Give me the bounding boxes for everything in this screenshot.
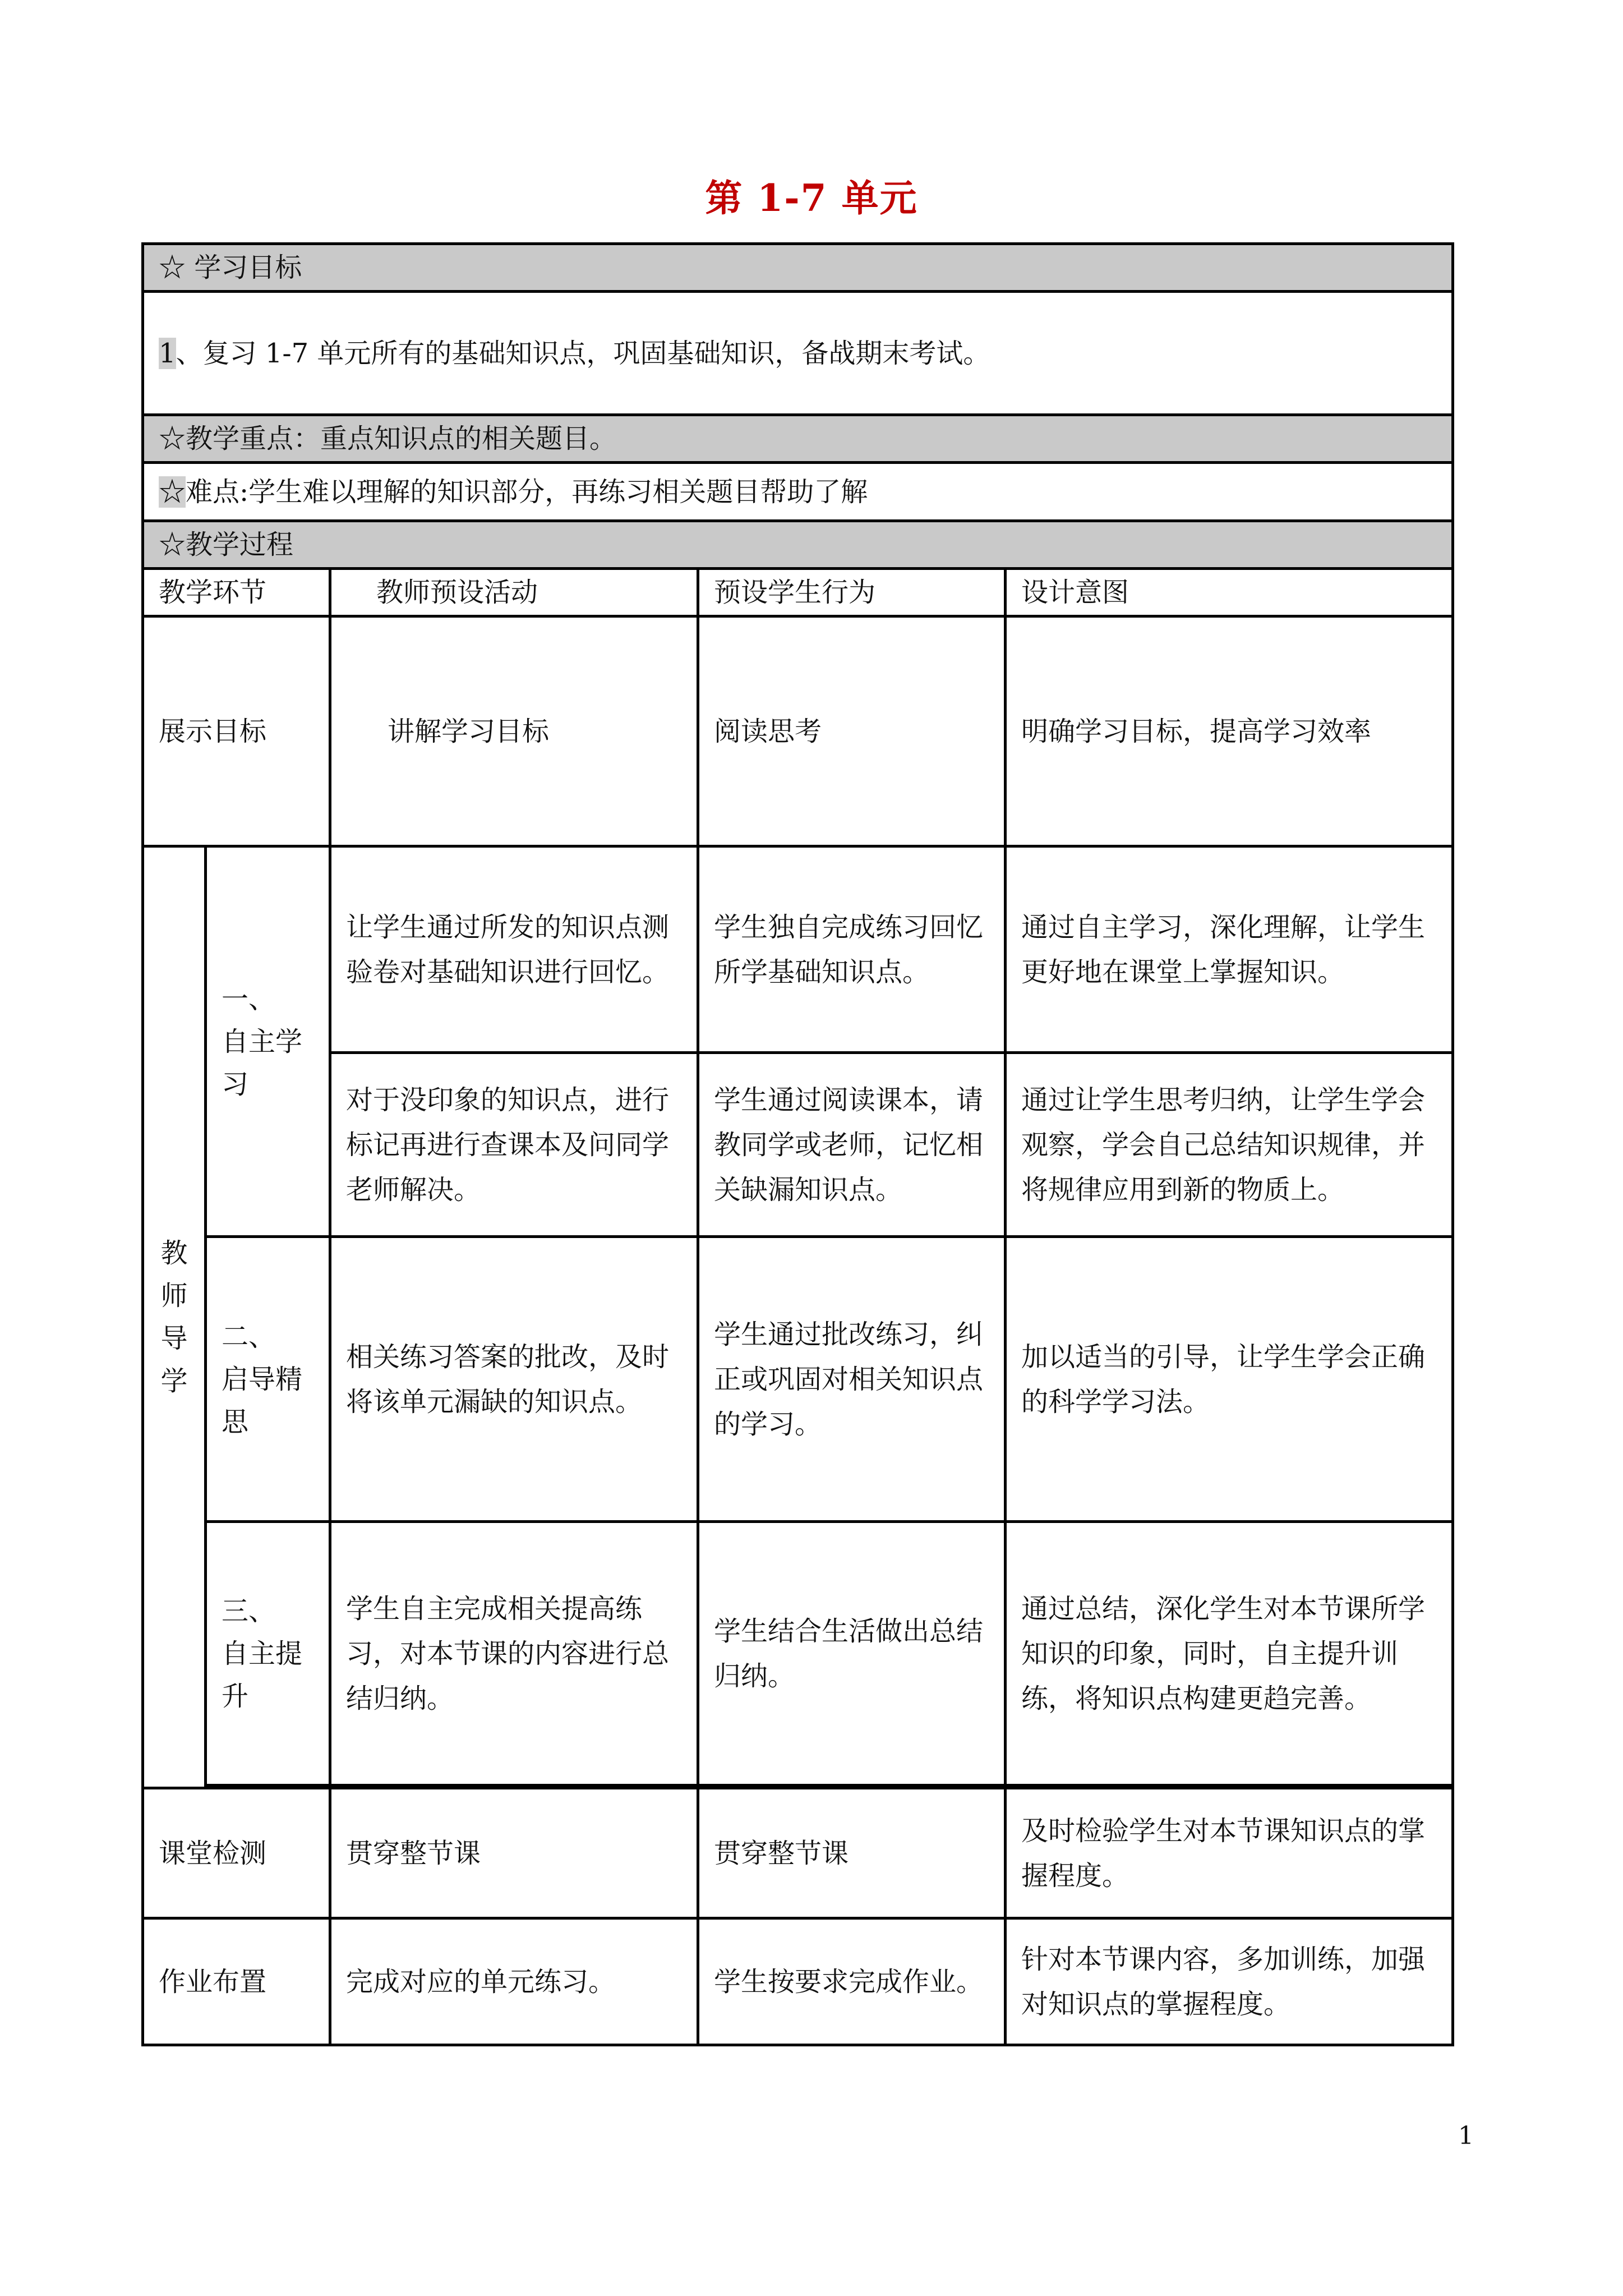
stage-cell: 课堂检测 (143, 1788, 330, 1918)
intent-cell: 明确学习目标，提高学习效率 (1006, 616, 1453, 846)
page-title: 第 1-7 单元 (705, 176, 918, 220)
difficulty-row (143, 463, 1453, 521)
student-cell: 学生通过批改练习，纠正或巩固对相关知识点的学习。 (698, 1237, 1006, 1522)
step-label-cell (206, 1522, 330, 1786)
stage-cell: 作业布置 (143, 1918, 330, 2045)
process-header: ☆教学过程 (143, 521, 1453, 569)
student-cell: 学生按要求完成作业。 (698, 1918, 1006, 2045)
step-number: 一、 (222, 983, 276, 1015)
table-row (143, 1522, 1453, 1786)
teacher-cell: 学生自主完成相关提高练习，对本节课的内容进行总结归纳。 (330, 1522, 698, 1786)
difficulty (143, 463, 1453, 521)
step-label-cell (206, 1237, 330, 1522)
guided-label-cell (143, 846, 206, 1788)
student-cell: 学生结合生活做出总结归纳。 (698, 1522, 1006, 1786)
teacher-cell: 相关练习答案的批改，及时将该单元漏缺的知识点。 (330, 1237, 698, 1522)
step-name: 自主学习 (222, 1025, 303, 1100)
objective-text: 、复习 1-7 单元所有的基础知识点，巩固基础知识，备战期末考试。 (176, 337, 990, 369)
intent-cell: 针对本节课内容，多加训练，加强对知识点的掌握程度。 (1006, 1918, 1453, 2045)
column-header-student: 预设学生行为 (698, 569, 1006, 616)
page-number: 1 (1458, 2122, 1474, 2150)
column-header-intent: 设计意图 (1006, 569, 1453, 616)
objectives-header-row (143, 244, 1453, 292)
intent-cell: 通过总结，深化学生对本节课所学知识的印象，同时，自主提升训练，将知识点构建更趋完善。 (1006, 1522, 1453, 1786)
table-row (143, 1918, 1453, 2045)
guided-label: 教师导学 (160, 1237, 188, 1397)
objective-number: 1 (159, 337, 176, 369)
step-name: 启导精思 (222, 1363, 303, 1438)
step-number: 二、 (222, 1320, 276, 1352)
student-cell: 学生独自完成练习回忆所学基础知识点。 (698, 846, 1006, 1053)
column-header-teacher: 教师预设活动 (330, 569, 698, 616)
student-cell: 贯穿整节课 (698, 1788, 1006, 1918)
key-point-row (143, 415, 1453, 463)
teacher-cell: 讲解学习目标 (330, 616, 698, 846)
step-number: 三、 (222, 1595, 276, 1627)
step-label-cell (206, 846, 330, 1237)
objectives-row (143, 292, 1453, 415)
table-row (143, 616, 1453, 846)
table-row (143, 1053, 1453, 1237)
lesson-plan-table (141, 242, 1454, 2046)
star-icon: ☆ (159, 476, 186, 508)
column-header-stage: 教学环节 (143, 569, 330, 616)
intent-cell: 加以适当的引导，让学生学会正确的科学学习法。 (1006, 1237, 1453, 1522)
objectives-header: ☆ 学习目标 (143, 244, 1453, 292)
teacher-cell: 对于没印象的知识点，进行标记再进行查课本及问同学老师解决。 (330, 1053, 698, 1237)
student-cell: 学生通过阅读课本，请教同学或老师，记忆相关缺漏知识点。 (698, 1053, 1006, 1237)
column-header-row (143, 569, 1453, 616)
table-row (143, 1237, 1453, 1522)
teacher-cell: 贯穿整节课 (330, 1788, 698, 1918)
table-row (143, 1788, 1453, 1918)
key-point: ☆教学重点：重点知识点的相关题目。 (143, 415, 1453, 463)
stage-cell: 展示目标 (143, 616, 330, 846)
objectives-item (143, 292, 1453, 415)
difficulty-text: 难点:学生难以理解的知识部分，再练习相关题目帮助了解 (186, 476, 868, 508)
teacher-cell: 让学生通过所发的知识点测验卷对基础知识进行回忆。 (330, 846, 698, 1053)
table-row (143, 846, 1453, 1053)
teacher-cell: 完成对应的单元练习。 (330, 1918, 698, 2045)
student-cell: 阅读思考 (698, 616, 1006, 846)
intent-cell: 通过自主学习，深化理解，让学生更好地在课堂上掌握知识。 (1006, 846, 1453, 1053)
intent-cell: 及时检验学生对本节课知识点的掌握程度。 (1006, 1788, 1453, 1918)
process-header-row (143, 521, 1453, 569)
step-name: 自主提升 (222, 1637, 303, 1712)
intent-cell: 通过让学生思考归纳，让学生学会观察，学会自己总结知识规律，并将规律应用到新的物质上。 (1006, 1053, 1453, 1237)
